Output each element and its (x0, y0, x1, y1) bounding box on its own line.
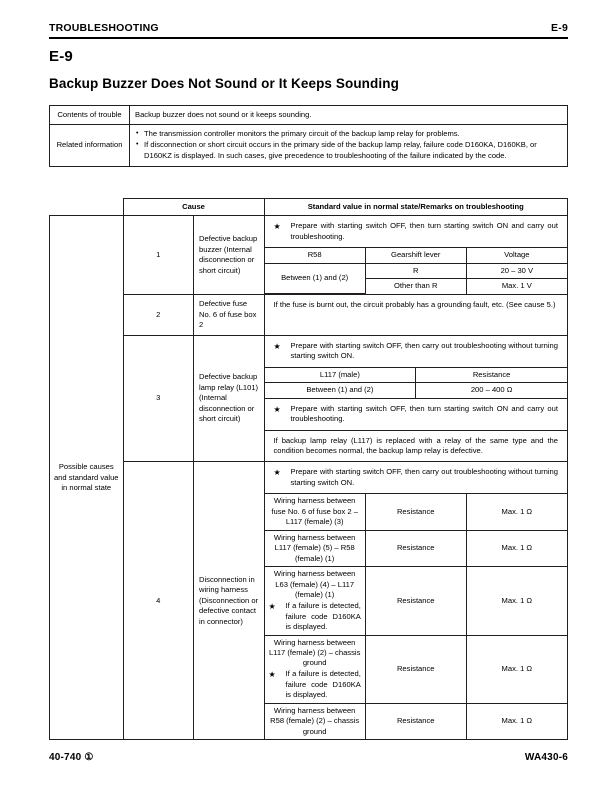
trouble-info-table (49, 105, 568, 167)
measurement-label-1: Resistance (365, 494, 466, 530)
sub-header-row-1 (265, 248, 568, 263)
sub-row-note (265, 336, 568, 367)
measurement-label-3: Resistance (365, 567, 466, 635)
star-icon: ★ (268, 602, 276, 612)
measurement-cell-4 (265, 635, 366, 703)
standard-value-cell-1 (264, 216, 568, 295)
measurement-row (265, 635, 568, 703)
sub-row-text (265, 295, 568, 315)
page-title: Backup Buzzer Does Not Sound or It Keeps Sounding (49, 76, 399, 91)
sub-row-text (265, 430, 568, 461)
star-note-text: Prepare with starting switch OFF, then turn starting switch ON and carry out troubleshooting. (290, 221, 558, 241)
measurement-sub-note-4 (269, 669, 361, 700)
voltage-value-other: Max. 1 V (501, 281, 532, 291)
table-header-row (50, 199, 568, 216)
measurement-description-3: Wiring harness between L63 (female) (4) – L117 (female) (1) (273, 569, 356, 600)
cause-text-3: Defective backup lamp relay (L101) (Internal disconnection or short circuit) (194, 335, 265, 462)
note-cell-3b (265, 398, 568, 430)
star-icon: ★ (273, 404, 281, 414)
cause-3-remark-text: If backup lamp relay (L117) is replaced with a relay of the same type and the condition becomes normal, the backup lamp relay is defective. (273, 435, 558, 455)
star-note-text: Prepare with starting switch OFF, then carry out troubleshooting without turning starting switch ON. (290, 467, 558, 487)
note-cell-4 (265, 462, 568, 493)
sub-header-gearshift-lever: Gearshift lever (365, 248, 466, 263)
connector-between-1-and-2: Between (1) and (2) (265, 263, 366, 293)
running-header-left: TROUBLESHOOTING (49, 22, 159, 34)
lever-position-other: Other than R (365, 279, 466, 294)
column-header-standard-value: Standard value in normal state/Remarks on troubleshooting (264, 199, 568, 216)
cause-number-2: 2 (123, 295, 194, 335)
column-header-cause: Cause (123, 199, 264, 216)
sub-table-cause-3 (265, 336, 568, 462)
measurement-row (265, 530, 568, 566)
measurement-value-4: Max. 1 Ω (466, 635, 567, 703)
measurement-row (265, 703, 568, 739)
table-row-cause-4 (50, 462, 568, 740)
measurement-value-5: Max. 1 Ω (501, 716, 533, 726)
standard-value-cell-2 (264, 295, 568, 335)
related-information-label: Related information (50, 125, 130, 166)
header-rule (49, 37, 568, 39)
sub-header-row-3 (265, 367, 568, 382)
sub-table-cause-2 (265, 295, 568, 315)
star-icon: ★ (273, 468, 281, 478)
voltage-value-r: 20 – 30 V (466, 263, 567, 278)
star-note-3a (269, 338, 564, 365)
measurement-cell-3 (265, 567, 366, 635)
cause-3-remark-cell (265, 430, 568, 461)
measurement-sub-note-text: If a failure is detected, failure code D160KA is displayed. (285, 601, 361, 632)
page-footer (49, 752, 568, 763)
sub-row-note (265, 216, 568, 247)
star-icon: ★ (273, 341, 281, 351)
measurement-value-2: Max. 1 Ω (466, 530, 567, 566)
cause-2-remark-text: If the fuse is burnt out, the circuit probably has a grounding fault, etc. (See cause 5.) (273, 300, 556, 310)
footer-model: WA430-6 (524, 752, 568, 763)
cause-number-4: 4 (123, 462, 194, 740)
sub-table-cause-4 (265, 462, 568, 739)
measurement-sub-note-3 (269, 601, 361, 632)
related-information-bullets (135, 129, 562, 161)
cause-text-4: Disconnection in wiring harness (Disconnection or defective contact in connector) (194, 462, 265, 740)
running-header-right: E-9 (551, 22, 568, 34)
star-note-3b (269, 401, 564, 428)
star-icon: ★ (273, 222, 281, 232)
measurement-label-4: Resistance (365, 635, 466, 703)
sub-header-r58: R58 (265, 248, 366, 263)
star-icon: ★ (268, 670, 276, 680)
table-row-cause-3 (50, 335, 568, 462)
table-row (50, 106, 568, 125)
measurement-row (265, 494, 568, 530)
contents-of-trouble-value: Backup buzzer does not sound or it keeps sounding. (130, 106, 568, 125)
related-information-value (130, 125, 568, 166)
footer-page-number: 40-740 ① (49, 752, 94, 763)
standard-value-cell-4 (264, 462, 568, 740)
sub-table-cause-1 (265, 216, 568, 294)
star-note-text: Prepare with starting switch OFF, then carry out troubleshooting without turning starting switch ON. (290, 340, 558, 361)
star-note-1 (269, 218, 564, 245)
side-label-possible-causes: Possible causes and standard value in normal state (50, 216, 124, 740)
cause-2-remark-cell (265, 295, 568, 315)
list-item: • The transmission controller monitors the primary circuit of the backup lamp relay for problems. (135, 129, 562, 139)
connector-between-1-and-2-r: Between (1) and (2) (265, 383, 416, 398)
table-row-cause-1 (50, 216, 568, 295)
resistance-value-3: 200 – 400 Ω (416, 383, 567, 398)
sub-data-row (265, 263, 568, 278)
measurement-description-4: Wiring harness between L117 (female) (2) – chassis ground (268, 637, 361, 668)
list-item: • If disconnection or short circuit occurs in the primary side of the backup lamp relay, failure code D160KA, D160KB, or D160KZ is displayed. In such cases, give precedence to troubleshooting of the failure indicated by the code. (135, 140, 562, 161)
measurement-label-2: Resistance (365, 530, 466, 566)
cause-text-2: Defective fuse No. 6 of fuse box 2 (194, 295, 265, 335)
sub-header-l117-male: L117 (male) (265, 367, 416, 382)
sub-row-note (265, 462, 568, 493)
measurement-row (265, 567, 568, 635)
measurement-description-2: Wiring harness between L117 (female) (5) – R58 (female) (1) (265, 530, 366, 566)
table-row (50, 125, 568, 166)
lever-position-r: R (365, 263, 466, 278)
standard-value-cell-3 (264, 335, 568, 462)
contents-of-trouble-label: Contents of trouble (50, 106, 130, 125)
cause-number-1: 1 (123, 216, 194, 295)
cause-text-1: Defective backup buzzer (Internal disconnection or short circuit) (194, 216, 265, 295)
measurement-description-1: Wiring harness between fuse No. 6 of fuse box 2 – L117 (female) (3) (265, 494, 366, 530)
measurement-value-1: Max. 1 Ω (466, 494, 567, 530)
measurement-sub-note-text: If a failure is detected, failure code D160KA is displayed. (285, 669, 361, 700)
section-number: E-9 (49, 48, 73, 65)
troubleshooting-table (49, 198, 568, 740)
note-cell-3a (265, 336, 568, 367)
sub-header-voltage: Voltage (466, 248, 567, 263)
cause-number-3: 3 (123, 335, 194, 462)
running-header (49, 22, 568, 34)
sub-row-note (265, 398, 568, 430)
sub-data-row (265, 383, 568, 398)
note-cell-1 (265, 216, 568, 247)
sub-header-resistance: Resistance (416, 367, 567, 382)
table-row-cause-2 (50, 295, 568, 335)
star-note-text: Prepare with starting switch OFF, then turn starting switch ON and carry out troubleshooting. (290, 403, 558, 424)
star-note-4 (269, 464, 564, 491)
measurement-description-5: Wiring harness between R58 (female) (2) – chassis ground (265, 703, 366, 739)
measurement-label-5: Resistance (365, 703, 466, 739)
measurement-value-3: Max. 1 Ω (466, 567, 567, 635)
